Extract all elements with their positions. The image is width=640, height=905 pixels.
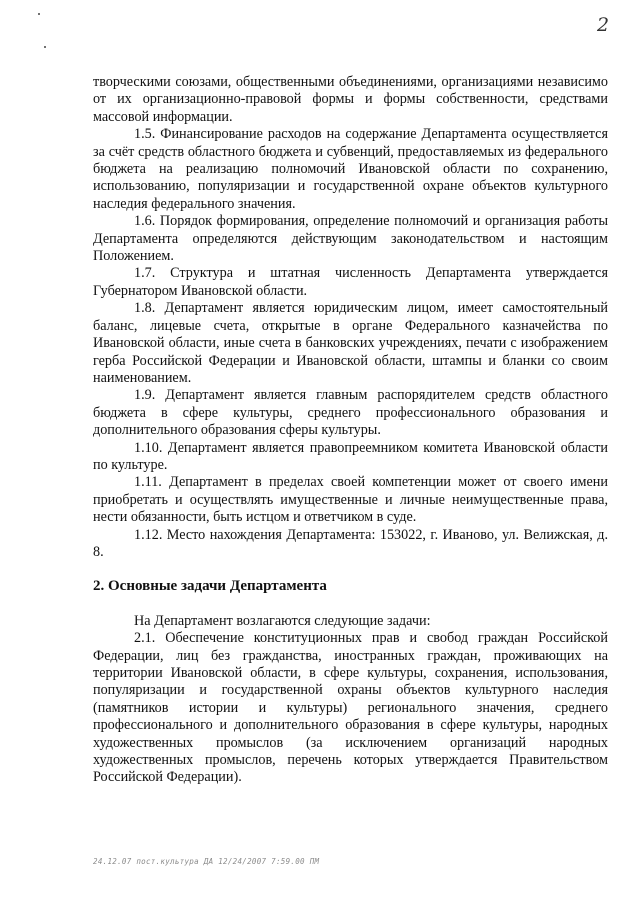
paragraph-1-9: 1.9. Департамент является главным распорядителем средств областного бюджета в сфере культуры, среднего профессионального образования и дополнительного образования сферы культуры. xyxy=(93,387,608,439)
paragraph-1-10: 1.10. Департамент является правопреемником комитета Ивановской области по культуре. xyxy=(93,439,608,473)
paragraph-1-11: 1.11. Департамент в пределах своей компетенции может от своего имени приобретать и осуществлять имущественные и личные неимущественные права, нести обязанности, быть истцом и ответчиком в суде. xyxy=(93,474,608,526)
paragraph-1-6: 1.6. Порядок формирования, определение полномочий и организация работы Департамента определяются действующим законодательством и настоящим Положением. xyxy=(93,213,608,265)
paragraph-1-12: 1.12. Место нахождения Департамента: 153022, г. Иваново, ул. Велижская, д. 8. xyxy=(93,526,608,560)
footer-stamp: 24.12.07 пост.культура ДА 12/24/2007 7:59.00 ПМ xyxy=(93,857,320,866)
page-number: 2 xyxy=(597,14,610,36)
scan-speck xyxy=(44,46,46,48)
scan-speck xyxy=(38,13,40,15)
continuation-paragraph: творческими союзами, общественными объединениями, организациями независимо от их организационно-правовой формы и формы собственности, средствами массовой информации. xyxy=(93,74,608,125)
paragraph-2-1: 2.1. Обеспечение конституционных прав и свобод граждан Российской Федерации, лиц без гражданства, иностранных граждан, проживающих на территории Ивановской области, в сфере культуры, сохранения, использования, популяризации и государственной охраны объектов культурного наследия (памятников истории и культуры) регионального значения, среднего профессионального и дополнительного образования в сфере культуры, народных художественных промыслов (за исключением организаций народных художественных промыслов, перечень которых утверждается Правительством Российской Федерации). xyxy=(93,630,608,786)
section-2-intro: На Департамент возлагаются следующие задачи: xyxy=(134,612,431,629)
document-body xyxy=(93,74,608,787)
paragraph-1-7: 1.7. Структура и штатная численность Департамента утверждается Губернатором Ивановской области. xyxy=(93,265,608,299)
paragraph-1-8: 1.8. Департамент является юридическим лицом, имеет самостоятельный баланс, лицевые счета, открытые в органе Федерального казначейства по Ивановской области, иные счета в банковских учреждениях, печати с изображением герба Российской Федерации и Ивановской области, штампы и бланки со своим наименованием. xyxy=(93,300,608,386)
section-2-heading: 2. Основные задачи Департамента xyxy=(93,578,327,595)
paragraph-1-5: 1.5. Финансирование расходов на содержание Департамента осуществляется за счёт средств областного бюджета и субвенций, предоставляемых из федерального бюджета на реализацию полномочий Ивановской области по сохранению, использованию, популяризации и государственной охране объектов культурного наследия федерального значения. xyxy=(93,126,608,212)
